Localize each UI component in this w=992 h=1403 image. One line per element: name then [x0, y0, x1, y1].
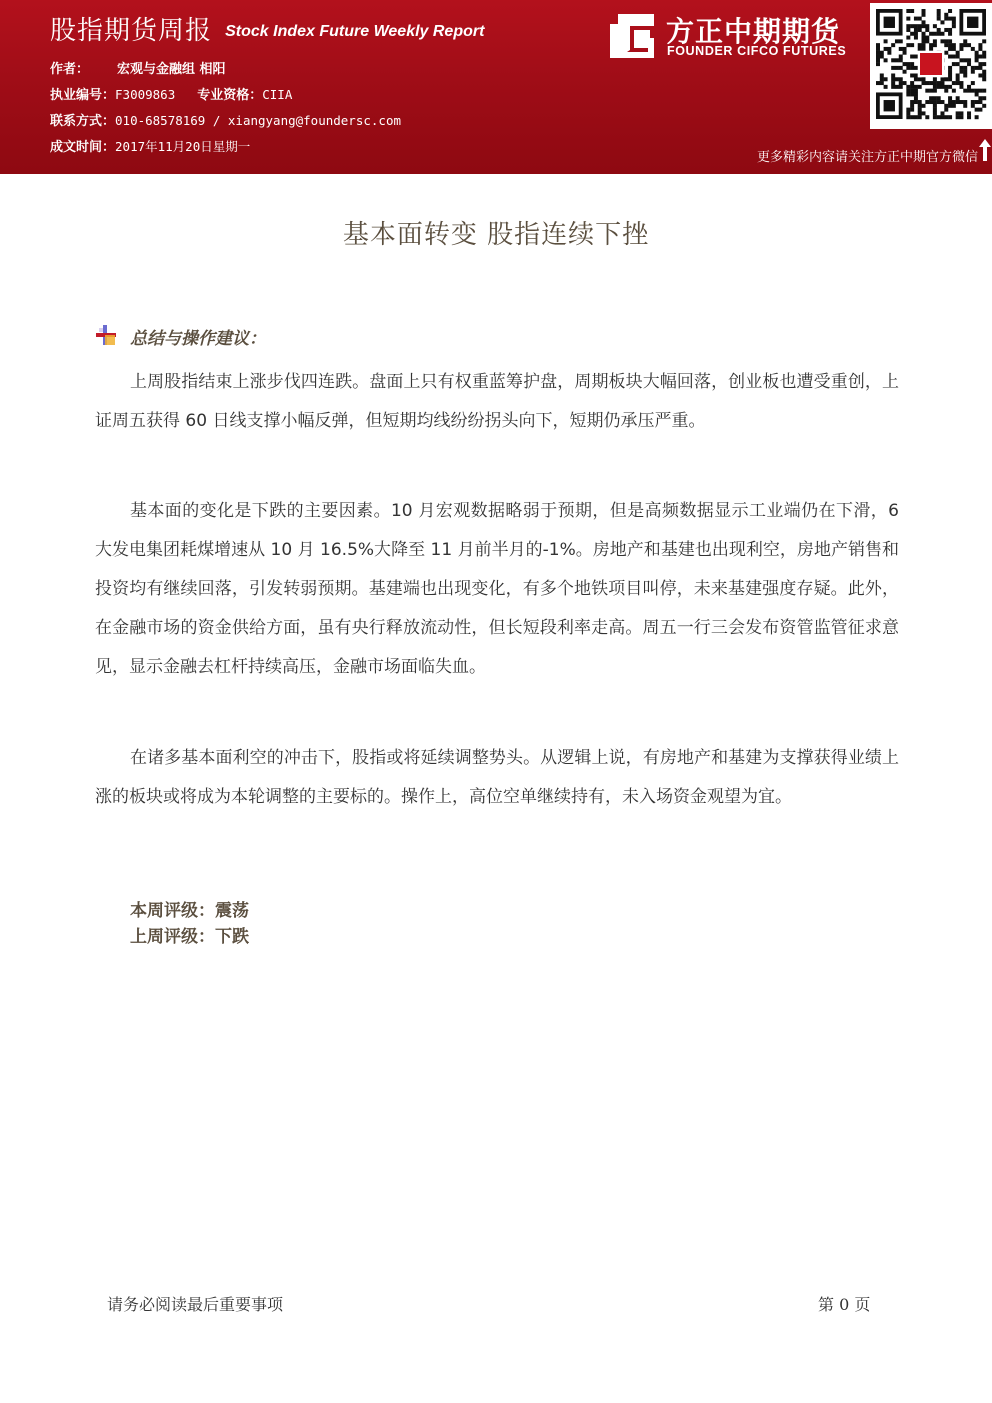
page-number: 第 0 页: [818, 1295, 871, 1314]
follow-wechat-text: 更多精彩内容请关注方正中期官方微信: [756, 150, 978, 165]
report-title-en: Stock Index Future Weekly Report: [225, 23, 485, 40]
company-logo-en: FOUNDER CIFCO FUTURES: [667, 44, 847, 58]
report-title-row: [50, 10, 484, 50]
contact-label: 联系方式：: [50, 114, 116, 129]
paragraph-3: 在诸多基本面利空的冲击下，股指或将延续调整势头。从逻辑上说，有房地产和基建为支撑获得业绩上涨的板块或将成为本轮调整的主要标的。操作上，高位空单继续持有，未入场资金观望为宜。: [95, 748, 899, 807]
author-row: [50, 58, 226, 77]
wechat-qr-code: [870, 3, 992, 129]
date-row: [50, 136, 250, 155]
section-heading-text: 总结与操作建议：: [130, 329, 266, 349]
date-label: 成文时间：: [50, 140, 116, 155]
company-logo-cn: 方正中期期货: [666, 15, 841, 48]
license-value: F3009863: [115, 87, 176, 102]
report-header: [0, 0, 992, 174]
company-logo-mark-icon: [608, 12, 656, 60]
qualification-label: 专业资格：: [197, 88, 263, 103]
report-title-cn: 股指期货周报: [50, 16, 213, 46]
paragraph-1: 上周股指结束上涨步伐四连跌。盘面上只有权重蓝筹护盘，周期板块大幅回落，创业板也遭受重创，上证周五获得 60 日线支撑小幅反弹，但短期均线纷纷拐头向下，短期仍承压严重。: [95, 372, 899, 431]
rating-this-week: 本周评级：震荡: [130, 901, 249, 921]
rating-last-week: 上周评级：下跌: [130, 927, 249, 947]
up-arrow-icon: [978, 138, 992, 162]
company-logo: [608, 10, 863, 62]
contact-value: 010-68578169 / xiangyang@foundersc.com: [115, 113, 401, 128]
author-label: 作者：: [50, 62, 90, 77]
qualification-value: CIIA: [262, 87, 293, 102]
paragraph-2: 基本面的变化是下跌的主要因素。10 月宏观数据略弱于预期，但是高频数据显示工业端仍在下滑，6 大发电集团耗煤增速从 10 月 16.5%大降至 11 月前半月的-1%。房地产和基建也出现利空，房地产销售和投资均有继续回落，引发转弱预期。基建端也出现变化，有多个地铁项目叫停，未来基建强度存疑。此外，在金融市场的资金供给方面，虽有央行释放流动性，但长短段利率走高。周五一行三会发布资管监管征求意见，显示金融去杠杆持续高压，金融市场面临失血。: [95, 501, 899, 677]
document-title: 基本面转变 股指连续下挫: [342, 220, 650, 250]
footer-notice: 请务必阅读最后重要事项: [107, 1295, 284, 1314]
contact-row: [50, 110, 401, 129]
date-value: 2017年11月20日星期一: [115, 139, 251, 154]
section-bullet-icon: [95, 324, 117, 346]
license-label: 执业编号：: [50, 88, 116, 103]
qr-code-icon: [870, 3, 992, 129]
license-row: [50, 84, 292, 103]
author-value: 宏观与金融组 相阳: [117, 62, 226, 77]
